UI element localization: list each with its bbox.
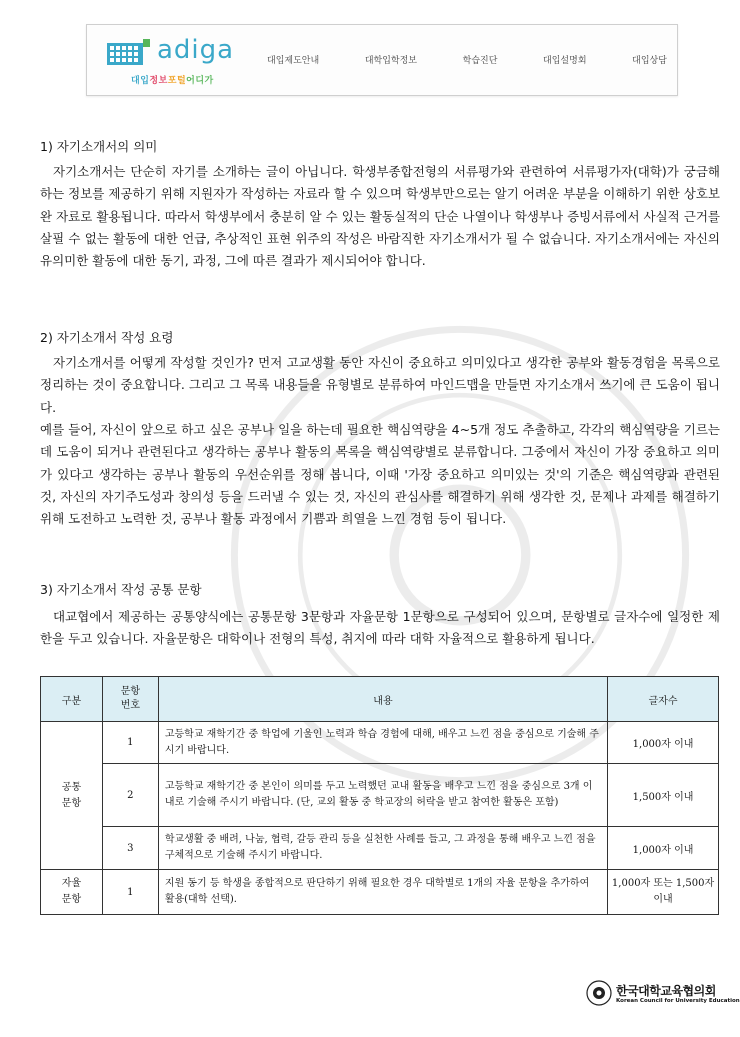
section-3-paragraph: 대교협에서 제공하는 공통양식에는 공통문항 3문항과 자율문항 1문항으로 구성되어 있으며, 문항별로 글자수에 일정한 제한을 두고 있습니다. 자율문항은 대학이나 전형의 특성, 취지에 따라 대학 자율적으로 활용하게 됩니다. (40, 609, 720, 647)
nav-learning-diagnosis[interactable]: 학습진단 (462, 56, 498, 66)
header-category: 구분 (41, 677, 103, 722)
header-question-no: 문항 번호 (102, 677, 158, 722)
logo-subtitle: 대입정보포털어디가 (131, 76, 214, 86)
char-limit: 1,500자 이내 (608, 764, 719, 827)
section-heading-2: 2) 자기소개서 작성 요령 (40, 330, 174, 345)
section-2-paragraph-1: 자기소개서를 어떻게 작성할 것인가? 먼저 고교생활 동안 자신이 중요하고 의미있다고 생각한 공부와 활동경험을 목록으로 정리하는 것이 중요합니다. 그리고 그 목록 내용들을 유형별로 분류하여 마인드맵을 만들면 자기소개서 쓰기에 큰 도움이 됩니다. (40, 355, 720, 415)
question-no: 1 (102, 722, 158, 764)
table-row (41, 827, 719, 870)
section-heading-3: 3) 자기소개서 작성 공통 문항 (40, 582, 202, 597)
nav-admission-briefing[interactable]: 대입설명회 (543, 56, 587, 66)
top-nav (267, 53, 667, 66)
nav-admission-system[interactable]: 대입제도안내 (267, 56, 320, 66)
question-no: 1 (102, 870, 158, 915)
table-header-row (41, 677, 719, 722)
table-row (41, 870, 719, 915)
kcue-logo (586, 980, 740, 1010)
kcue-name-english: Korean Council for University Education (616, 998, 740, 1004)
building-logo-icon (105, 37, 151, 67)
adiga-logo[interactable] (105, 33, 245, 89)
question-content: 학교생활 중 배려, 나눔, 협력, 갈등 관리 등을 실천한 사례를 들고, 그 과정을 통해 배우고 느낀 점을 구체적으로 기술해 주시기 바랍니다. (158, 827, 607, 870)
char-limit: 1,000자 또는 1,500자 이내 (608, 870, 719, 915)
question-no: 2 (102, 764, 158, 827)
logo-wordmark: adiga (157, 35, 235, 65)
group-common: 공통 문항 (41, 722, 103, 870)
section-2-paragraph-2: 예를 들어, 자신이 앞으로 하고 싶은 공부나 일을 하는데 필요한 핵심역량을 4~5개 정도 추출하고, 각각의 핵심역량을 기르는데 도움이 되거나 관련된다고 생각하는 공부나 활동의 목록을 핵심역량별로 분류합니다. 그중에서 자신이 가장 중요하고 의미가 있다고 생각하는 공부나 활동의 우선순위를 정해 봅니다, 이때 '가장 중요하고 의미있는 것'의 기준은 핵심역량과 관련된 것, 자신의 자기주도성과 창의성 등을 드러낼 수 있는 것, 자신의 관심사를 해결하기 위해 생각한 것, 문제나 과제를 해결하기 위해 도전하고 노력한 것, 공부나 활동 과정에서 기쁨과 희열을 느낀 경험 등이 됩니다. (40, 422, 720, 527)
question-content: 지원 동기 등 학생을 종합적으로 판단하기 위해 필요한 경우 대학별로 1개의 자율 문항을 추가하여 활용(대학 선택). (158, 870, 607, 915)
question-content: 고등학교 재학기간 중 본인이 의미를 두고 노력했던 교내 활동을 배우고 느낀 점을 중심으로 3개 이내로 기술해 주시기 바랍니다. (단, 교외 활동 중 학교장의 허락을 받고 참여한 활동은 포함) (158, 764, 607, 827)
question-table (40, 676, 719, 915)
section-heading-1: 1) 자기소개서의 의미 (40, 139, 158, 154)
kcue-emblem-icon (586, 980, 612, 1006)
header-content: 내용 (158, 677, 607, 722)
header-banner (86, 24, 678, 96)
kcue-name-korean: 한국대학교육협의회 (616, 984, 716, 998)
group-optional: 자율 문항 (41, 870, 103, 915)
question-content: 고등학교 재학기간 중 학업에 기울인 노력과 학습 경험에 대해, 배우고 느낀 점을 중심으로 기술해 주시기 바랍니다. (158, 722, 607, 764)
question-no: 3 (102, 827, 158, 870)
table-row (41, 764, 719, 827)
nav-admission-counseling[interactable]: 대입상담 (632, 56, 667, 66)
table-row (41, 722, 719, 764)
header-char-limit: 글자수 (608, 677, 719, 722)
char-limit: 1,000자 이내 (608, 722, 719, 764)
section-1-paragraph: 자기소개서는 단순히 자기를 소개하는 글이 아닙니다. 학생부종합전형의 서류평가와 관련하여 서류평가자(대학)가 궁금해 하는 정보를 제공하기 위해 지원자가 작성하는 자료라 할 수 있으며 학생부만으로는 알기 어려운 부분을 이해하기 위한 상호보완 자료로 활용됩니다. 따라서 학생부에서 충분히 알 수 있는 활동실적의 단순 나열이나 학생부나 증빙서류에서 사실적 근거를 살필 수 없는 활동에 대한 언급, 추상적인 표현 위주의 작성은 바람직한 자기소개서가 될 수 없습니다. 자기소개서에는 자신의 유의미한 활동에 대한 동기, 과정, 그에 따른 결과가 제시되어야 합니다. (40, 164, 720, 269)
nav-university-info[interactable]: 대학입학정보 (364, 56, 417, 66)
char-limit: 1,000자 이내 (608, 827, 719, 870)
